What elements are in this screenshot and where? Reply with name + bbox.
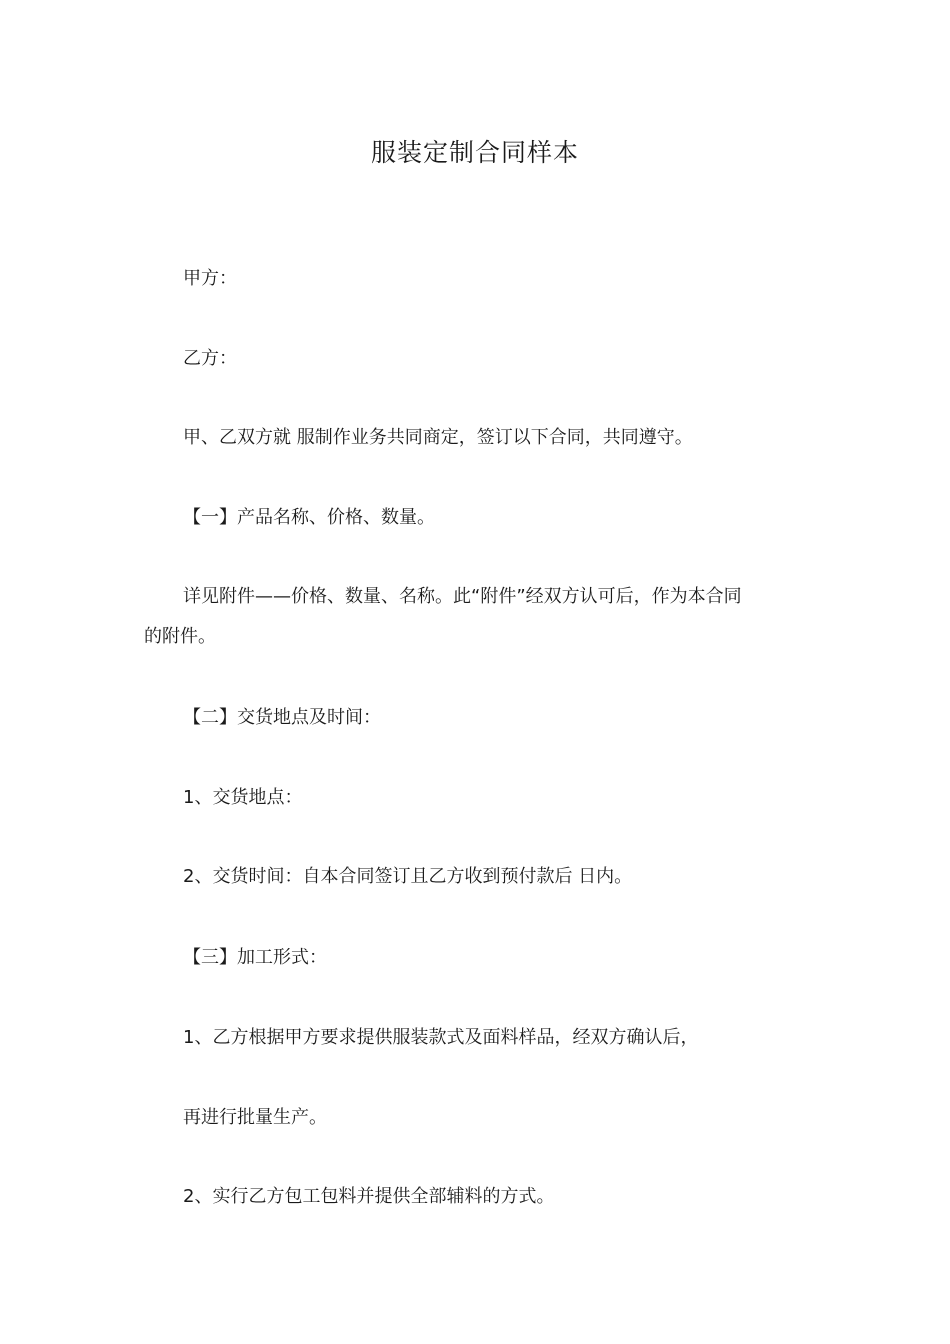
section-3-item-1: 1、乙方根据甲方要求提供服装款式及面料样品，经双方确认后， [183,1027,699,1048]
section-3-item-2: 2、实行乙方包工包料并提供全部辅料的方式。 [183,1186,555,1207]
section-1-text: 详见附件——价格、数量、名称。此“附件”经双方认可后，作为本合同 [183,586,742,607]
section-2-item-1: 1、交货地点： [183,787,303,808]
section-3-item-1-continued: 再进行批量生产。 [183,1107,327,1128]
document-title: 服装定制合同样本 [370,138,579,167]
section-1-text-continued: 的附件。 [144,626,216,647]
intro-paragraph: 甲、乙双方就 服制作业务共同商定，签订以下合同，共同遵守。 [183,427,693,448]
section-3-heading: 【三】加工形式： [183,947,327,968]
section-1-heading: 【一】产品名称、价格、数量。 [183,507,435,528]
party-b-label: 乙方： [183,348,237,369]
section-2-heading: 【二】交货地点及时间： [183,707,381,728]
section-2-item-2: 2、交货时间：自本合同签订且乙方收到预付款后 日内。 [183,866,633,887]
party-a-label: 甲方： [183,268,237,289]
